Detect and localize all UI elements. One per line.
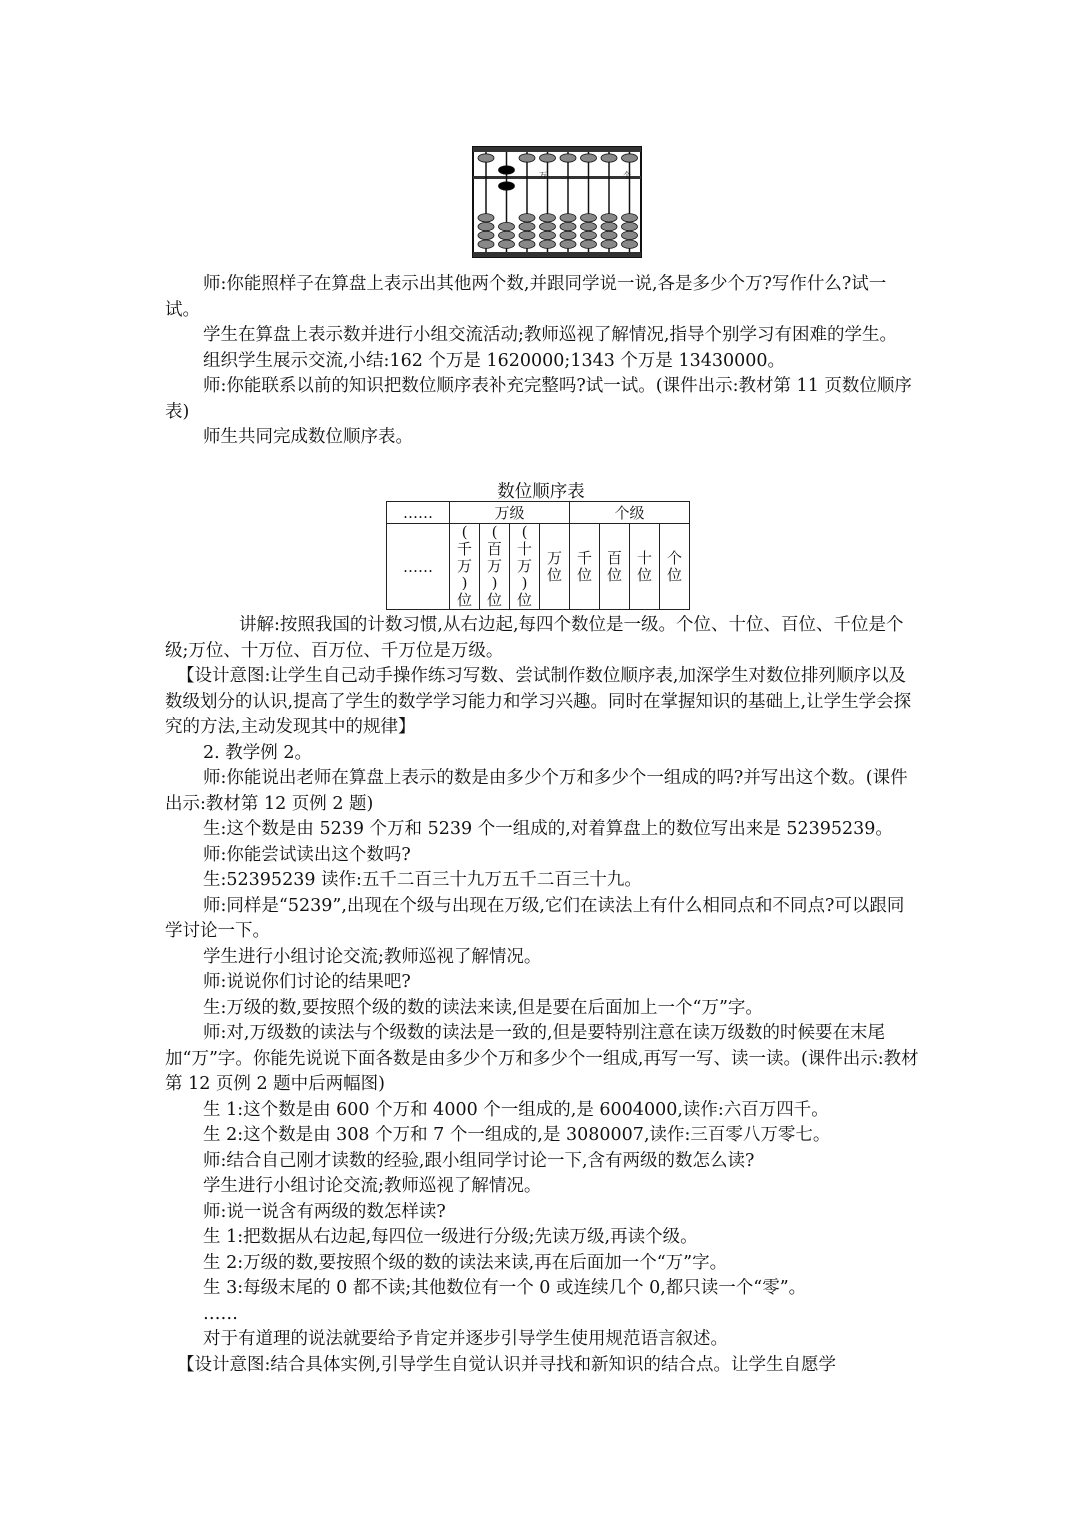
text-block-top [165,272,920,451]
abacus-lower-bead [478,240,494,248]
paragraph: 师:同样是“5239”,出现在个级与出现在万级,它们在读法上有什么相同点和不同点?可以跟同学讨论一下。 [165,895,905,941]
abacus-upper-bead [622,154,638,162]
abacus-lower-bead [581,214,597,222]
abacus-lower-bead [581,240,597,248]
abacus-lower-bead [622,231,638,239]
paragraph: 生:万级的数,要按照个级的数的读法来读,但是要在后面加上一个“万”字。 [203,997,763,1018]
abacus-label-ge: 个 [623,171,631,180]
abacus-upper-bead [601,154,617,162]
table-cell-wan: 万 位 [540,524,570,610]
paragraph: 讲解:按照我国的计数习惯,从右边起,每四个数位是一级。个位、十位、百位、千位是个级;万位、十万位、百万位、千万位是万级。 [165,615,904,661]
abacus-lower-bead [581,222,597,230]
abacus-bottom-bar [473,252,641,257]
paragraph: 生:这个数是由 5239 个万和 5239 个一组成的,对着算盘上的数位写出来是 52395239。 [203,819,893,839]
abacus-upper-bead [499,166,515,174]
section-heading: 2. 教学例 2。 [203,742,312,763]
paragraph: …… [203,1303,238,1324]
paragraph: 师:说一说含有两级的数怎样读? [203,1201,446,1222]
abacus-lower-bead [540,222,556,230]
paragraph: 师:说说你们讨论的结果吧? [203,972,411,992]
abacus-lower-bead [540,240,556,248]
paragraph: 生:52395239 读作:五千二百三十九万五千二百三十九。 [203,870,642,890]
abacus-top-bar [473,147,641,152]
paragraph: 学生在算盘上表示数并进行小组交流活动;教师巡视了解情况,指导个别学习有困难的学生。 [203,325,897,345]
abacus-lower-bead [499,222,515,230]
table-cell-shi: 十 位 [630,524,660,610]
table-title: 数位顺序表 [497,482,585,502]
abacus-upper-bead [581,154,597,162]
abacus-lower-bead [622,240,638,248]
paragraph: 师:你能尝试读出这个数吗? [203,844,411,865]
table-cell-wan-level: 万级 [450,502,570,524]
paragraph: 生 2:万级的数,要按照个级的数的读法来读,再在后面加一个“万”字。 [203,1252,728,1273]
abacus-lower-bead [560,240,576,248]
abacus-lower-bead [519,231,535,239]
abacus-lower-bead [560,214,576,222]
abacus-figure [472,146,642,258]
table-cell-ge: 个 位 [660,524,690,610]
abacus-lower-bead [540,214,556,222]
abacus-lower-bead [519,240,535,248]
abacus-lower-bead [499,182,515,190]
table-cell-ge-level: 个级 [570,502,690,524]
text-block-bottom [165,613,920,1378]
paragraph: 组织学生展示交流,小结:162 个万是 1620000;1343 个万是 13430000。 [203,350,786,371]
abacus-lower-bead [622,222,638,230]
table-cell-qian: 千 位 [570,524,600,610]
abacus-lower-bead [601,231,617,239]
abacus-upper-bead [540,154,556,162]
paragraph: 师:你能联系以前的知识把数位顺序表补充完整吗?试一试。(课件出示:教材第 11 页数位顺序表) [165,376,912,422]
paragraph: 学生进行小组讨论交流;教师巡视了解情况。 [203,946,542,967]
abacus-lower-bead [560,231,576,239]
paragraph: 生 1:把数据从右边起,每四位一级进行分级;先读万级,再读个级。 [203,1227,698,1247]
paragraph: 对于有道理的说法就要给予肯定并逐步引导学生使用规范语言叙述。 [203,1329,728,1349]
abacus-lower-bead [540,231,556,239]
paragraph: 学生进行小组讨论交流;教师巡视了解情况。 [203,1176,542,1196]
design-intent-note: 【设计意图:让学生自己动手操作练习写数、尝试制作数位顺序表,加深学生对数位排列顺序以及数级划分的认识,提高了学生的数学学习能力和学习兴趣。同时在掌握知识的基础上,让学生学会探究的方法,主动发现其中的规律】 [165,666,912,737]
table-cell-ellipsis: …… [387,502,450,524]
paragraph: 师:你能说出老师在算盘上表示的数是由多少个万和多少个一组成的吗?并写出这个数。(课件出示:教材第 12 页例 2 题) [165,768,908,814]
paragraph: 师:你能照样子在算盘上表示出其他两个数,并跟同学说一说,各是多少个万?写作什么?试一试。 [165,274,887,320]
abacus-label-wan: 万 [539,171,547,180]
table-cell-ellipsis: …… [387,524,450,610]
abacus-lower-bead [560,222,576,230]
paragraph: 生 3:每级末尾的 0 都不读;其他数位有一个 0 或连续几个 0,都只读一个“零”。 [203,1278,807,1298]
table-cell-baiwan: ( 百 万 ) 位 [480,524,510,610]
abacus-lower-bead [601,214,617,222]
paragraph: 师生共同完成数位顺序表。 [203,427,413,447]
abacus-beam [473,176,641,179]
paragraph: 师:结合自己刚才读数的经验,跟小组同学讨论一下,含有两级的数怎么读? [203,1150,755,1171]
abacus-lower-bead [622,214,638,222]
abacus-lower-bead [499,240,515,248]
table-cell-bai: 百 位 [600,524,630,610]
paragraph: 生 1:这个数是由 600 个万和 4000 个一组成的,是 6004000,读作:六百万四千。 [203,1099,829,1120]
abacus-lower-bead [581,231,597,239]
paragraph: 生 2:这个数是由 308 个万和 7 个一组成的,是 3080007,读作:三百零八万零七。 [203,1125,831,1145]
abacus-lower-bead [478,231,494,239]
abacus-lower-bead [478,222,494,230]
place-value-table [386,501,690,610]
abacus-lower-bead [601,222,617,230]
abacus-lower-bead [499,231,515,239]
abacus-lower-bead [519,222,535,230]
abacus-lower-bead [478,214,494,222]
abacus-lower-bead [519,214,535,222]
table-cell-qianwan: ( 千 万 ) 位 [450,524,480,610]
abacus-frame [473,147,641,257]
abacus-upper-bead [560,154,576,162]
abacus-upper-bead [519,154,535,162]
paragraph: 师:对,万级数的读法与个级数的读法是一致的,但是要特别注意在读万级数的时候要在末尾加“万”字。你能先说说下面各数是由多少个万和多少个一组成,再写一写、读一读。(课件出示:教材第 12 页例 2 题中后两幅图) [165,1023,919,1094]
design-intent-note: 【设计意图:结合具体实例,引导学生自觉认识并寻找和新知识的结合点。让学生自愿学 [177,1354,836,1375]
abacus-lower-bead [601,240,617,248]
table-cell-shiwan: ( 十 万 ) 位 [510,524,540,610]
abacus-upper-bead [478,154,494,162]
